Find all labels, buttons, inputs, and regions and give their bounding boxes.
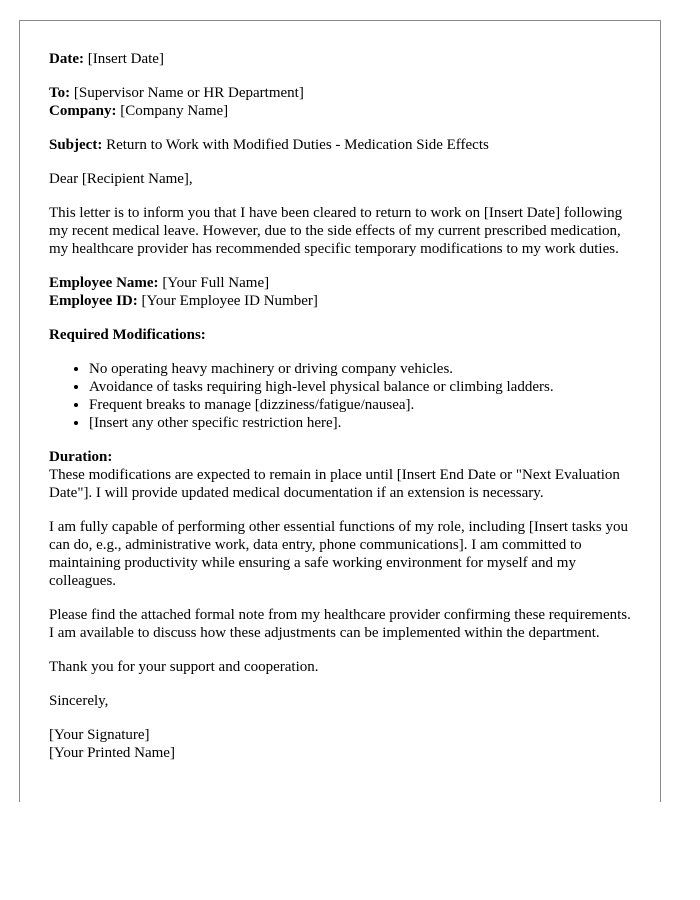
employee-id-value: [Your Employee ID Number]	[137, 293, 318, 309]
salutation: Dear [Recipient Name],	[49, 171, 193, 187]
recipient-block	[49, 84, 639, 120]
modification-item: • Frequent breaks to manage [dizziness/fatigue/nausea].	[89, 396, 639, 414]
subject-value: Return to Work with Modified Duties - Medication Side Effects	[102, 137, 489, 153]
duration-block	[49, 448, 639, 502]
employee-block	[49, 274, 639, 310]
modification-item: • [Insert any other specific restriction here].	[89, 414, 639, 432]
to-label: To:	[49, 85, 71, 101]
date-value: [Insert Date]	[83, 51, 164, 67]
date-label: Date:	[49, 51, 84, 67]
employee-name-value: [Your Full Name]	[158, 275, 270, 291]
company-line	[49, 102, 639, 120]
modifications-heading: Required Modifications:	[49, 327, 206, 343]
employee-name-label: Employee Name:	[49, 275, 159, 291]
employee-id-label: Employee ID:	[49, 293, 138, 309]
modification-item: • Avoidance of tasks requiring high-level physical balance or climbing ladders.	[89, 378, 639, 396]
company-label: Company:	[49, 103, 117, 119]
printed-name-line: [Your Printed Name]	[49, 745, 175, 761]
employee-id-line	[49, 292, 639, 310]
to-line	[49, 84, 639, 102]
thanks-paragraph: Thank you for your support and cooperation.	[49, 659, 319, 675]
company-value: [Company Name]	[116, 103, 229, 119]
modification-item: • No operating heavy machinery or driving company vehicles.	[89, 360, 639, 378]
subject-line	[49, 136, 639, 154]
letter-body	[49, 50, 639, 778]
attachment-paragraph: Please find the attached formal note from my healthcare provider confirming these requirements. I am available to discuss how these adjustments can be implemented within the department.	[49, 607, 631, 641]
capabilities-paragraph: I am fully capable of performing other essential functions of my role, including [Insert tasks you can do, e.g., administrative work, data entry, phone communications]. I am committed to maintaining productivity while ensuring a safe working environment for myself and my colleagues.	[49, 519, 629, 589]
date-line	[49, 50, 639, 68]
signature-line: [Your Signature]	[49, 727, 150, 743]
signature-block	[49, 726, 639, 762]
modifications-list	[49, 360, 639, 432]
duration-text: These modifications are expected to remain in place until [Insert End Date or "Next Evaluation Date"]. I will provide updated medical documentation if an extension is necessary.	[49, 467, 620, 501]
intro-paragraph: This letter is to inform you that I have been cleared to return to work on [Insert Date] following my recent medical leave. However, due to the side effects of my current prescribed medication, my healthcare provider has recommended specific temporary modifications to my work duties.	[49, 205, 623, 257]
duration-heading: Duration:	[49, 449, 113, 465]
employee-name-line	[49, 274, 639, 292]
letter-frame	[19, 20, 661, 802]
closing: Sincerely,	[49, 693, 109, 709]
subject-label: Subject:	[49, 137, 103, 153]
to-value: [Supervisor Name or HR Department]	[70, 85, 304, 101]
